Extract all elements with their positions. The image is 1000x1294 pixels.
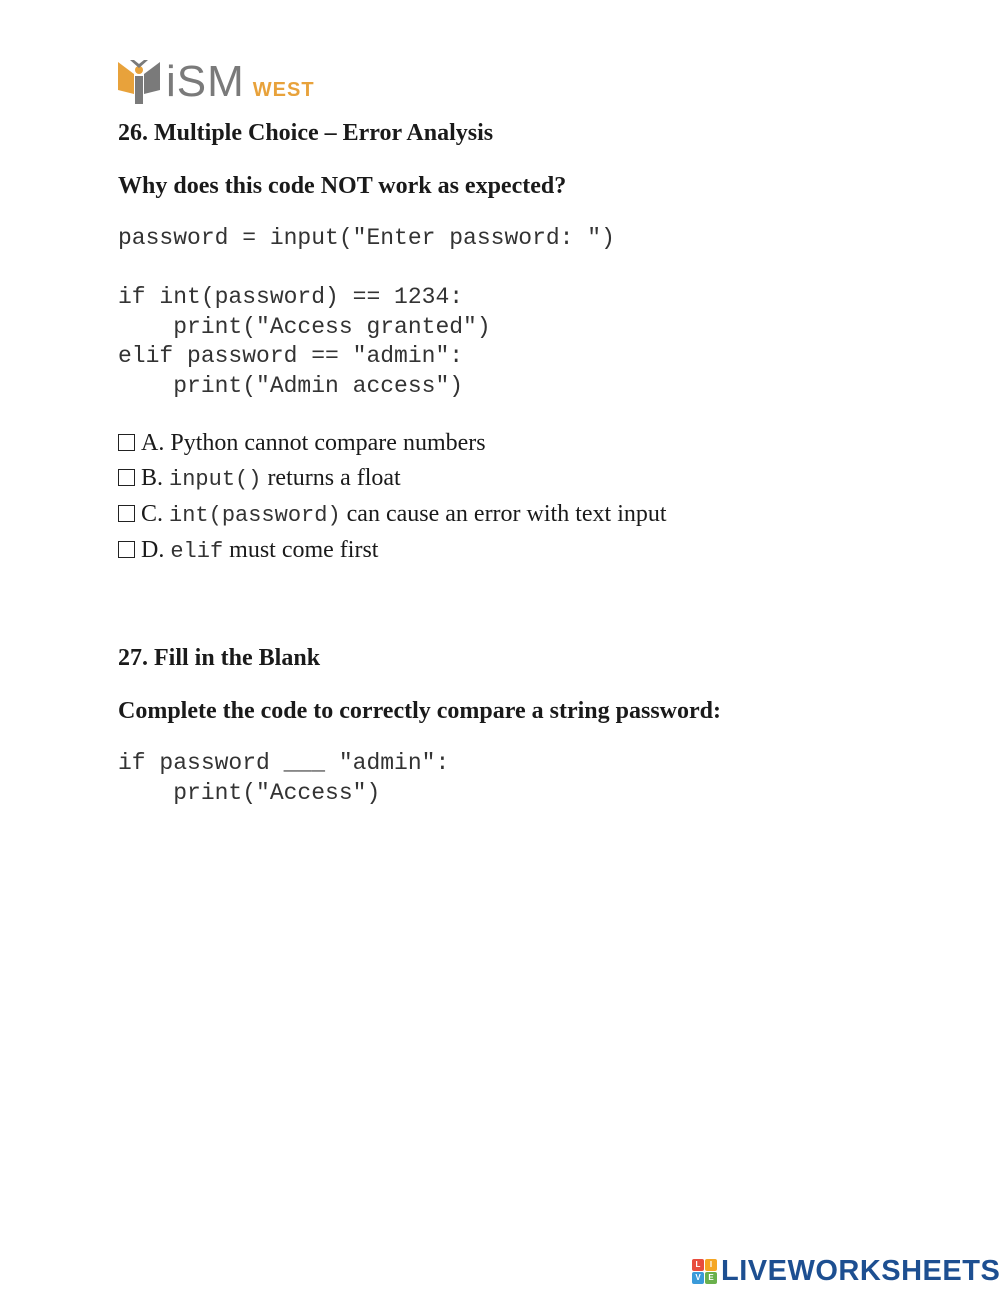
liveworksheets-grid-icon [692,1259,717,1284]
option-c-text: can cause an error with text input [346,501,667,527]
question-27-prompt: Complete the code to correctly compare a string password: [118,698,721,724]
option-b-text: returns a float [267,465,401,491]
option-d-text: must come first [229,537,379,563]
ism-west-logo [118,58,315,104]
option-d[interactable] [118,537,378,564]
option-a[interactable] [118,430,486,457]
option-b[interactable] [118,465,401,492]
question-27-code: if password ___ "admin": print("Access") [118,750,450,806]
brand-grid-e: E [705,1272,717,1284]
option-d-code: elif [170,539,224,564]
question-26-title: 26. Multiple Choice – Error Analysis [118,120,494,146]
question-27-title: 27. Fill in the Blank [118,645,321,671]
brand-grid-i: I [705,1259,717,1271]
question-26-prompt: Why does this code NOT work as expected? [118,173,567,199]
logo-name: iSM [166,57,245,106]
option-b-code: input() [169,467,262,492]
checkbox-d[interactable] [118,541,135,558]
logo-sub: WEST [252,79,315,101]
brand-name: LIVEWORKSHEETS [721,1255,1000,1287]
ism-logo-icon [118,60,160,104]
liveworksheets-logo [692,1255,1000,1288]
option-c-letter: C. [141,501,164,527]
option-c-code: int(password) [169,503,341,528]
checkbox-b[interactable] [118,469,135,486]
option-d-letter: D. [141,537,165,563]
brand-grid-v: V [692,1272,704,1284]
option-a-text: Python cannot compare numbers [170,430,486,456]
checkbox-a[interactable] [118,434,135,451]
option-c[interactable] [118,501,667,528]
option-a-letter: A. [141,430,165,456]
question-26-code: password = input("Enter password: ") if int(password) == 1234: print("Access granted") elif password == "admin": print("Admin access") [118,225,615,399]
checkbox-c[interactable] [118,505,135,522]
brand-grid-l: L [692,1259,704,1271]
option-b-letter: B. [141,465,164,491]
